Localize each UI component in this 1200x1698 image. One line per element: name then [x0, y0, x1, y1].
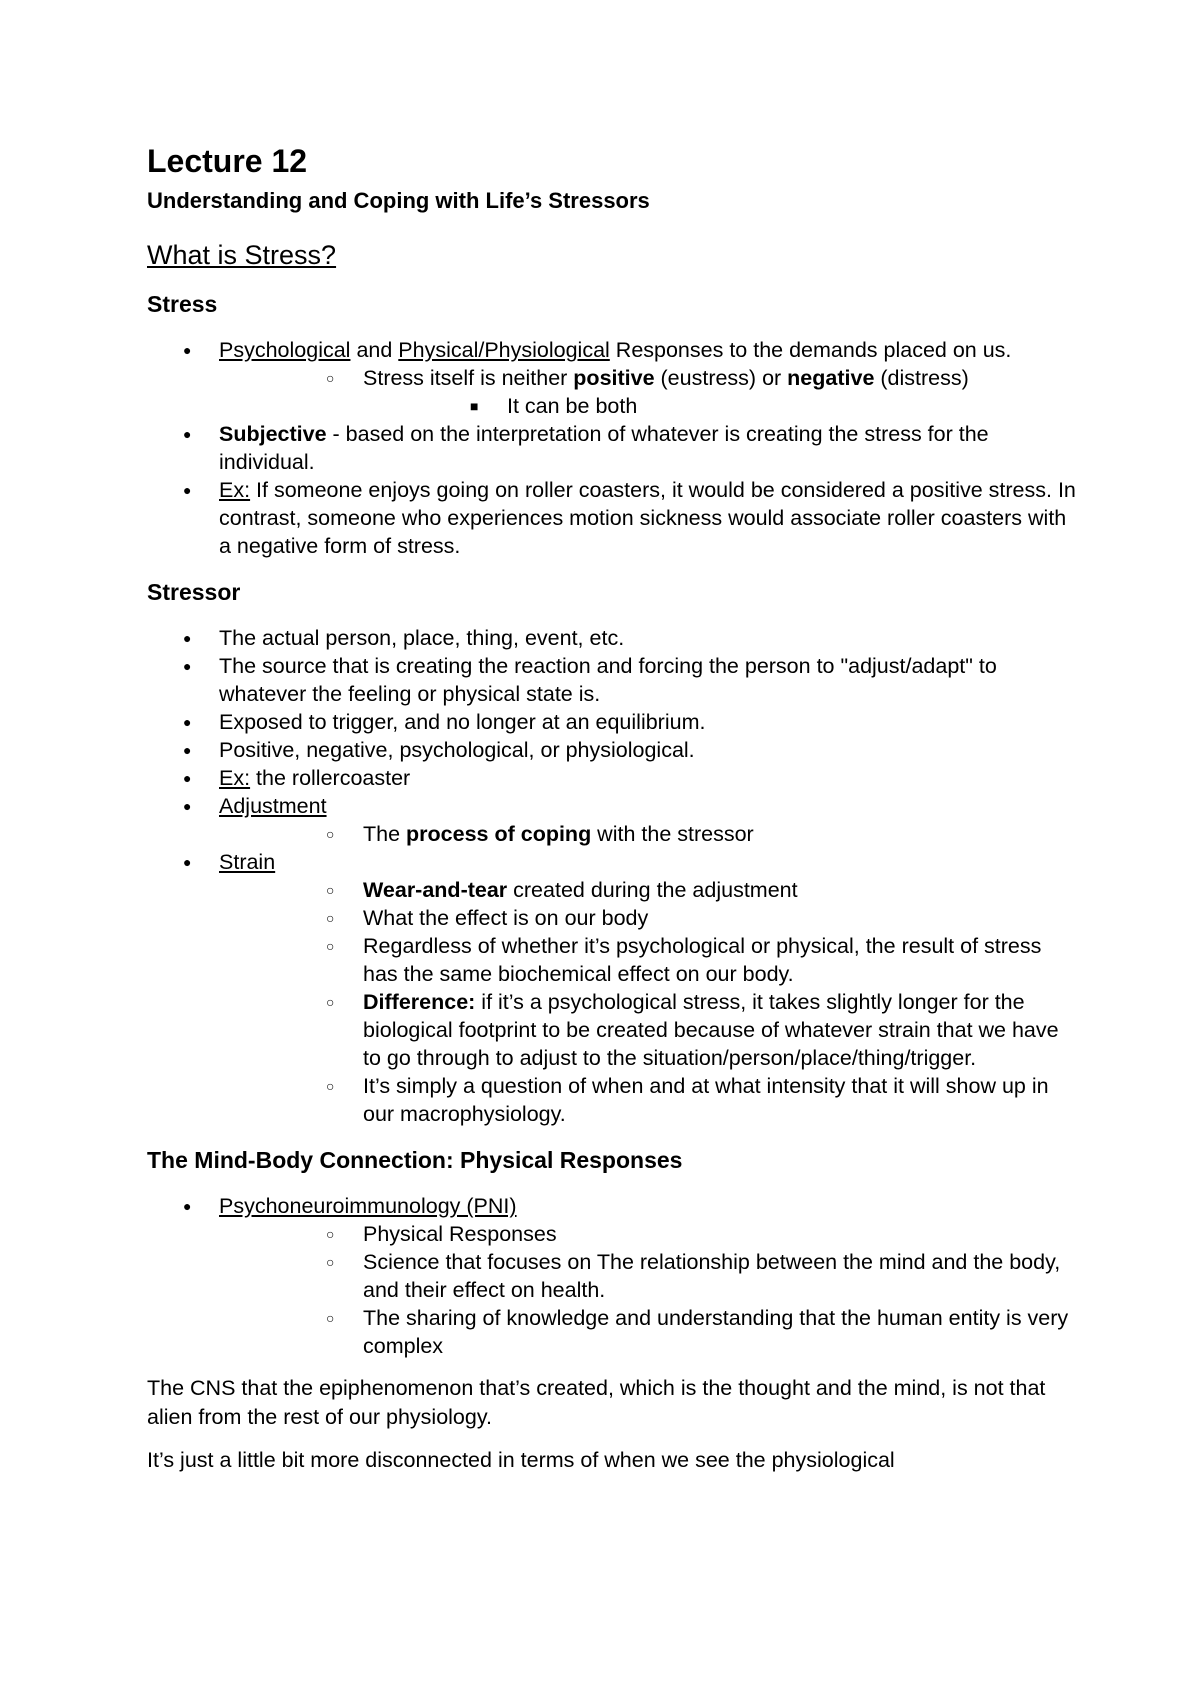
- sub-list: [291, 876, 1077, 1128]
- document-title: Lecture 12: [147, 143, 308, 179]
- list-item: ● Subjective - based on the interpretation of whatever is creating the stress for the individual.: [183, 422, 989, 474]
- list-item: ● Ex: the rollercoaster: [183, 766, 411, 790]
- bullet-circle-icon: ○: [326, 1310, 335, 1326]
- sub-list: [291, 820, 1077, 848]
- sub-list: [291, 364, 1077, 420]
- list-item: ○ Science that focuses on The relationship between the mind and the body, and their effect on health.: [326, 1250, 1061, 1302]
- bullet-disc-icon: ●: [183, 854, 192, 870]
- section-heading-what-is-stress: What is Stress?: [147, 240, 337, 270]
- heading-stress: Stress: [147, 291, 218, 317]
- document-subtitle: Understanding and Coping with Life’s Stressors: [147, 188, 650, 213]
- bullet-disc-icon: ●: [183, 630, 192, 646]
- list-item: ● Psychoneuroimmunology (PNI) ○ Physical Responses ○ Science that focuses on The relationship between the mind and the body, and their effect on health. ○ The sharing of knowledge and understanding that the human entity is very complex: [147, 1192, 1077, 1360]
- bullet-circle-icon: ○: [326, 370, 335, 386]
- mind-body-list: [147, 1192, 1077, 1360]
- bullet-circle-icon: ○: [326, 882, 335, 898]
- bullet-disc-icon: ●: [183, 714, 192, 730]
- bullet-disc-icon: ●: [183, 426, 192, 442]
- list-item: ● Psychological and Physical/Physiological Responses to the demands placed on us. ○ Stress itself is neither positive (eustress) or negative (distress) ■ It can be both: [147, 336, 1077, 420]
- list-item: ● Exposed to trigger, and no longer at an equilibrium.: [183, 710, 706, 734]
- bullet-disc-icon: ●: [183, 342, 192, 358]
- bullet-circle-icon: ○: [326, 1254, 335, 1270]
- bullet-disc-icon: ●: [183, 482, 192, 498]
- list-item: ○ The process of coping with the stressor: [326, 822, 754, 846]
- bullet-circle-icon: ○: [326, 826, 335, 842]
- list-item: ● Strain ○ Wear-and-tear created during the adjustment ○ What the effect is on our body ○ Regardless of whether it’s psychological or physical, the result of stress has the same biochemical effect on our body. ○ Difference: if it’s a psychological stress, it takes slightly longer for the biological footprint to be created because of whatever strain that we have to go through to adjust to the situation/person/place/thing/trigger. ○ It’s simply a question of when and at what intensity that it will show up in our macrophysiology.: [147, 848, 1077, 1128]
- bullet-disc-icon: ●: [183, 798, 192, 814]
- list-item: ● Ex: If someone enjoys going on roller coasters, it would be considered a positive stress. In contrast, someone who experiences motion sickness would associate roller coasters with a negative form of stress.: [183, 478, 1076, 558]
- bullet-circle-icon: ○: [326, 1226, 335, 1242]
- sub-sub-list: [363, 392, 1077, 420]
- list-item: ○ Regardless of whether it’s psychological or physical, the result of stress has the same biochemical effect on our body.: [326, 934, 1042, 986]
- list-item: ○ Stress itself is neither positive (eustress) or negative (distress) ■ It can be both: [219, 364, 1077, 420]
- bullet-circle-icon: ○: [326, 938, 335, 954]
- list-item: ● Positive, negative, psychological, or physiological.: [183, 738, 695, 762]
- list-item: ○ Difference: if it’s a psychological stress, it takes slightly longer for the biological footprint to be created because of whatever strain that we have to go through to adjust to the situation/person/place/thing/trigger.: [326, 990, 1059, 1070]
- heading-stressor: Stressor: [147, 579, 241, 605]
- bullet-disc-icon: ●: [183, 742, 192, 758]
- list-item: ○ What the effect is on our body: [326, 906, 649, 930]
- list-item: ○ Wear-and-tear created during the adjustment: [326, 878, 798, 902]
- document-page: [147, 140, 1077, 1475]
- list-item: ■ It can be both: [470, 394, 638, 418]
- heading-mind-body-connection: The Mind-Body Connection: Physical Responses: [147, 1147, 683, 1173]
- sub-list: [291, 1220, 1077, 1360]
- paragraph-cns: The CNS that the epiphenomenon that’s created, which is the thought and the mind, is not that alien from the rest of our physiology.: [147, 1376, 1046, 1429]
- bullet-circle-icon: ○: [326, 994, 335, 1010]
- bullet-square-icon: ■: [470, 398, 479, 414]
- list-item: ● The source that is creating the reaction and forcing the person to "adjust/adapt" to whatever the feeling or physical state is.: [183, 654, 997, 706]
- bullet-circle-icon: ○: [326, 910, 335, 926]
- bullet-circle-icon: ○: [326, 1078, 335, 1094]
- stressor-list: [147, 624, 1077, 1128]
- stress-list: [147, 336, 1077, 560]
- bullet-disc-icon: ●: [183, 770, 192, 786]
- paragraph-disconnected: It’s just a little bit more disconnected in terms of when we see the physiological: [147, 1448, 895, 1472]
- list-item: ● The actual person, place, thing, event, etc.: [183, 626, 625, 650]
- list-item: ○ Physical Responses: [326, 1222, 557, 1246]
- list-item: ● Adjustment ○ The process of coping with the stressor: [147, 792, 1077, 848]
- bullet-disc-icon: ●: [183, 658, 192, 674]
- bullet-disc-icon: ●: [183, 1198, 192, 1214]
- list-item: ○ The sharing of knowledge and understanding that the human entity is very complex: [326, 1306, 1069, 1358]
- list-item: ○ It’s simply a question of when and at what intensity that it will show up in our macrophysiology.: [326, 1074, 1049, 1126]
